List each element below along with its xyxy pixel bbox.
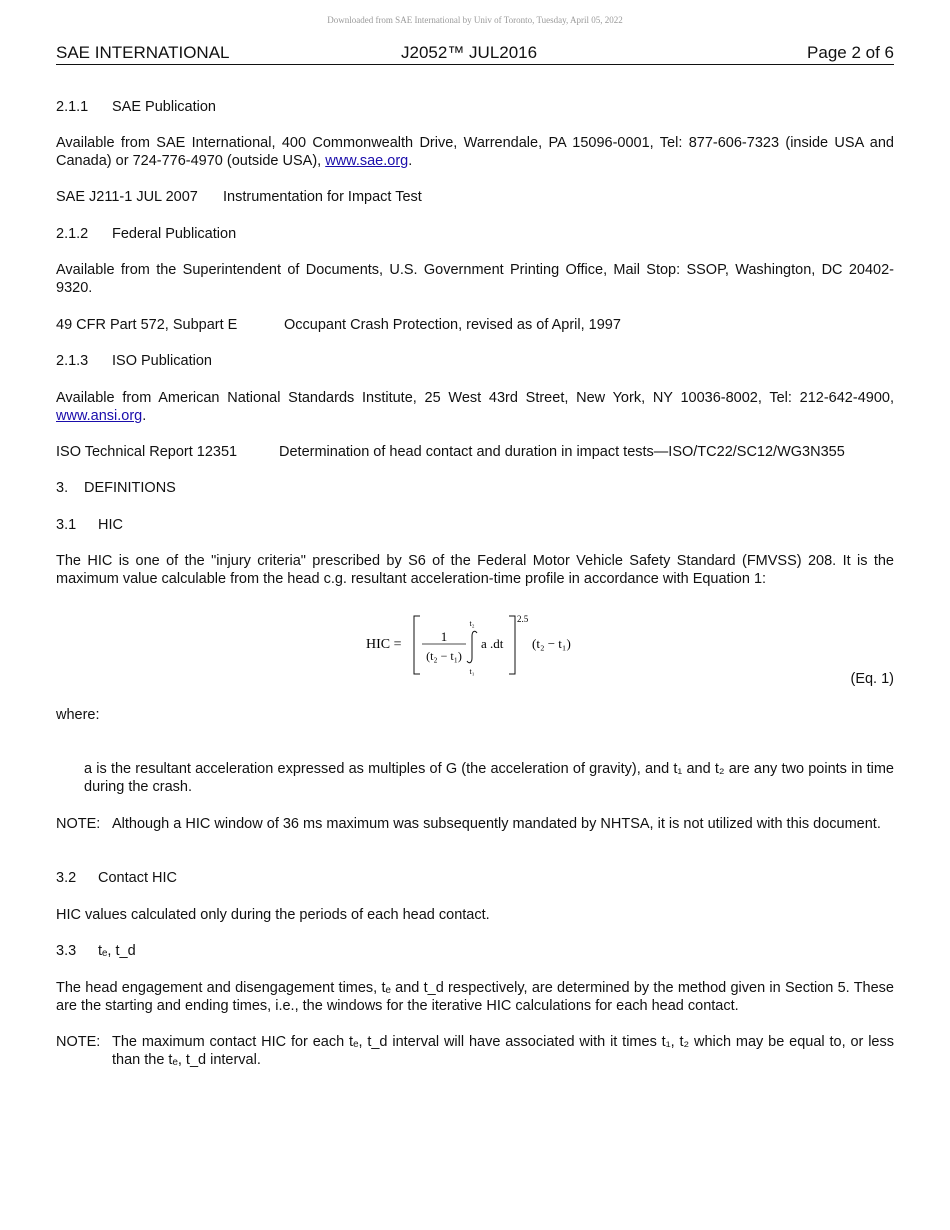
left-bracket bbox=[414, 616, 420, 674]
availability-text: Available from American National Standards Institute, 25 West 43rd Street, New York, NY 10036-8002, Tel: 212-642-4900, bbox=[56, 390, 894, 406]
section-heading bbox=[56, 98, 216, 116]
where-definition: a is the resultant acceleration expressed as multiples of G (the acceleration of gravity), and t₁ and t₂ are any two points in time during the crash. bbox=[84, 761, 894, 795]
section-title: ISO Publication bbox=[112, 353, 212, 369]
ansi-website-link[interactable]: www.ansi.org bbox=[56, 408, 143, 424]
note-label: NOTE: bbox=[56, 1034, 101, 1050]
integral-lower-limit: t₁ bbox=[469, 667, 475, 676]
reference-title: Determination of head contact and duration in impact tests—ISO/TC22/SC12/WG3N355 bbox=[279, 444, 845, 460]
section-heading bbox=[56, 942, 136, 960]
reference-title: Occupant Crash Protection, revised as of April, 1997 bbox=[284, 317, 621, 333]
availability-paragraph: Available from SAE International, 400 Commonwealth Drive, Warrendale, PA 15096-0001, Tel: 877-606-7323 (inside USA and Canada) or 724-776-4970 (outside USA), www.sae.org. bbox=[56, 135, 894, 169]
sae-website-link[interactable]: www.sae.org bbox=[325, 153, 409, 169]
note-text: The maximum contact HIC for each tₑ, t_d interval will have associated with it times t₁, t₂ which may be equal to, or less than the tₑ, t_d interval. bbox=[112, 1034, 894, 1068]
reference-title: Instrumentation for Impact Test bbox=[223, 189, 422, 205]
section-title: HIC bbox=[98, 517, 123, 533]
reference-entry bbox=[56, 316, 621, 334]
hic-equation bbox=[360, 608, 600, 680]
section-title: Federal Publication bbox=[112, 226, 237, 242]
reference-id: 49 CFR Part 572, Subpart E bbox=[56, 317, 238, 333]
time-window-factor: (t₂ − t₁) bbox=[532, 636, 571, 651]
section-number: 3.1 bbox=[56, 517, 77, 533]
note-label: NOTE: bbox=[56, 816, 101, 832]
engagement-times-definition: The head engagement and disengagement times, tₑ and t_d respectively, are determined by the method given in Section 5. These are the starting and ending times, i.e., the windows for the iterative HIC calculations for each head contact. bbox=[56, 980, 894, 1014]
section-heading bbox=[56, 516, 123, 534]
header-page-number: Page 2 of 6 bbox=[807, 43, 894, 62]
section-heading bbox=[56, 352, 212, 370]
availability-paragraph: Available from American National Standards Institute, 25 West 43rd Street, New York, NY 10036-8002, Tel: 212-642-4900, www.ansi.org. bbox=[56, 390, 894, 424]
reference-entry bbox=[56, 443, 845, 461]
section-number: 3.2 bbox=[56, 870, 77, 886]
integral-upper-limit: t₂ bbox=[469, 619, 475, 628]
section-number: 2.1.1 bbox=[56, 99, 89, 115]
availability-paragraph: Available from the Superintendent of Documents, U.S. Government Printing Office, Mail Stop: SSOP, Washington, DC 20402-9320. bbox=[56, 262, 894, 296]
exponent: 2.5 bbox=[517, 614, 529, 624]
header-org: SAE INTERNATIONAL bbox=[56, 43, 230, 62]
note bbox=[56, 1033, 894, 1069]
section-title: SAE Publication bbox=[112, 99, 216, 115]
section-number: 3. bbox=[56, 480, 69, 496]
section-heading bbox=[56, 869, 177, 887]
reference-entry bbox=[56, 188, 422, 206]
availability-text: Available from SAE International, 400 Commonwealth Drive, Warrendale, PA 15096-0001, Tel: 877-606-7323 (inside USA and Canada) or 724-776-4970 (outside USA), bbox=[56, 135, 894, 169]
section-title: Contact HIC bbox=[98, 870, 177, 886]
equation-lhs: HIC = bbox=[366, 637, 402, 652]
fraction-numerator: 1 bbox=[440, 629, 448, 644]
where-label: where: bbox=[56, 707, 100, 723]
download-watermark: Downloaded from SAE International by Univ of Toronto, Tuesday, April 05, 2022 bbox=[327, 15, 623, 25]
note-text: Although a HIC window of 36 ms maximum was subsequently mandated by NHTSA, it is not utilized with this document. bbox=[112, 816, 881, 832]
hic-definition-paragraph: The HIC is one of the "injury criteria" prescribed by S6 of the Federal Motor Vehicle Safety Standard (FMVSS) 208. It is the maximum value calculable from the head c.g. resultant acceleration-time profile in accordance with Equation 1: bbox=[56, 553, 894, 587]
section-title: DEFINITIONS bbox=[84, 480, 176, 496]
page-header bbox=[56, 43, 894, 65]
contact-hic-definition: HIC values calculated only during the periods of each head contact. bbox=[56, 907, 490, 923]
section-title: tₑ, t_d bbox=[98, 943, 136, 959]
section-heading bbox=[56, 225, 236, 243]
header-doc-id: J2052™ JUL2016 bbox=[401, 43, 538, 62]
section-number: 3.3 bbox=[56, 943, 77, 959]
section-heading bbox=[56, 479, 176, 497]
section-number: 2.1.2 bbox=[56, 226, 89, 242]
equation-label: (Eq. 1) bbox=[850, 671, 894, 687]
reference-id: ISO Technical Report 12351 bbox=[56, 444, 238, 460]
integrand: a .dt bbox=[481, 636, 504, 651]
fraction-denominator: (t₂ − t₁) bbox=[426, 649, 462, 663]
right-bracket bbox=[509, 616, 515, 674]
reference-id: SAE J211-1 JUL 2007 bbox=[56, 189, 198, 205]
note bbox=[56, 815, 894, 833]
section-number: 2.1.3 bbox=[56, 353, 89, 369]
integral-sign bbox=[467, 631, 477, 662]
